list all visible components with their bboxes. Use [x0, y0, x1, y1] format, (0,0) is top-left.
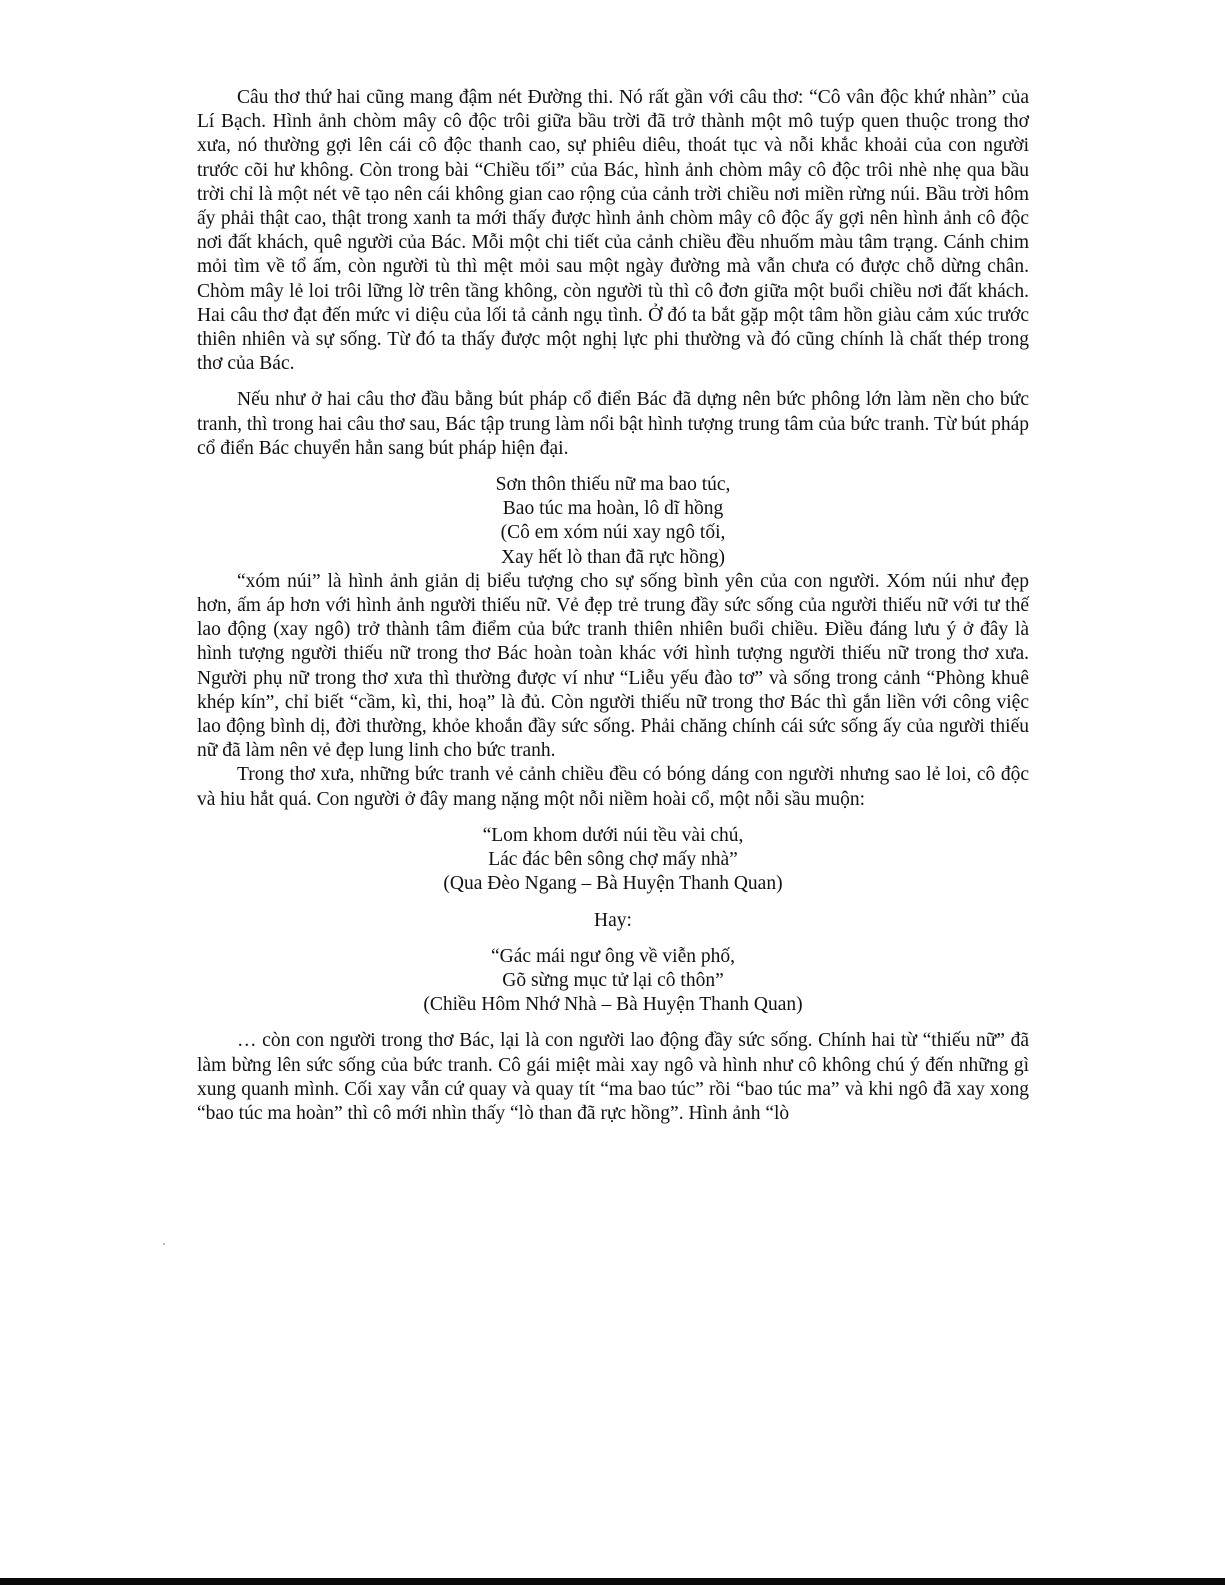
poem-line: Lác đác bên sông chợ mấy nhà”	[488, 849, 738, 871]
poem-son-thon	[197, 473, 1029, 570]
poem-line: Gõ sừng mục tử lại cô thôn”	[502, 969, 724, 991]
poem-source: (Qua Đèo Ngang – Bà Huyện Thanh Quan)	[443, 873, 783, 895]
poem-line: “Gác mái ngư ông về viễn phố,	[491, 945, 735, 967]
paragraph-style-transition: Nếu như ở hai câu thơ đầu bằng bút pháp cổ điển Bác đã dựng nên bức phông lớn làm nền cho bức tranh, thì trong hai câu thơ sau, Bác tập trung làm nổi bật hình tượng trung tâm của bức tranh. Từ bút pháp cổ điển Bác chuyển hẳn sang bút pháp hiện đại.	[197, 389, 1029, 459]
paragraph-uncle-ho-worker: … còn con người trong thơ Bác, lại là con người lao động đầy sức sống. Chính hai từ “thiếu nữ” đã làm bừng lên sức sống của bức tranh. Cô gái miệt mài xay ngô và hình như cô không chú ý đến những gì xung quanh mình. Cối xay vẫn cứ quay và quay tít “ma bao túc” rồi “bao túc ma” và khi ngô đã xay xong “bao túc ma hoàn” thì cô mới nhìn thấy “lò than đã rực hồng”. Hình ảnh “lò	[197, 1030, 1029, 1124]
poem-line: Sơn thôn thiếu nữ ma bao túc,	[495, 474, 731, 496]
paragraph-mountain-village: “xóm núi” là hình ảnh giản dị biểu tượng cho sự sống bình yên của con người. Xóm núi như đẹp hơn, ấm áp hơn với hình ảnh người thiếu nữ. Vẻ đẹp trẻ trung đầy sức sống của người thiếu nữ với tư thế lao động (xay ngô) trở thành tâm điểm của bức tranh thiên nhiên buổi chiều. Điều đáng lưu ý ở đây là hình tượng người thiếu nữ trong thơ Bác hoàn toàn khác với hình tượng người thiếu nữ trong thơ xưa. Người phụ nữ trong thơ xưa thì thường được ví như “Liễu yếu đào tơ” và sống trong cảnh “Phòng khuê khép kín”, chỉ biết “cầm, kì, thi, hoạ” là đủ. Còn người thiếu nữ trong thơ Bác thì gắn liền với công việc lao động bình dị, đời thường, khỏe khoắn đầy sức sống. Phải chăng chính cái sức sống ấy của người thiếu nữ đã làm nên vẻ đẹp lung linh cho bức tranh.	[197, 570, 1029, 762]
scan-speck	[163, 1243, 165, 1245]
poem-translation-line: Xay hết lò than đã rực hồng)	[501, 546, 725, 568]
connector-hay	[197, 909, 1029, 933]
paragraph-old-poetry: Trong thơ xưa, những bức tranh vẻ cảnh chiều đều có bóng dáng con người nhưng sao lẻ loi, cô độc và hiu hắt quá. Con người ở đây mang nặng một nỗi niềm hoài cổ, một nỗi sầu muộn:	[197, 764, 1029, 810]
poem-source: (Chiều Hôm Nhớ Nhà – Bà Huyện Thanh Quan)	[423, 994, 803, 1016]
scan-bottom-edge	[0, 1578, 1225, 1585]
paragraph-cloud-analysis: Câu thơ thứ hai cũng mang đậm nét Đường thi. Nó rất gần với câu thơ: “Cô vân độc khứ nhàn” của Lí Bạch. Hình ảnh chòm mây cô độc trôi giữa bầu trời đã trở thành một mô tuýp quen thuộc trong thơ xưa, nó thường gợi lên cái cô độc thanh cao, sự phiêu diêu, thoát tục và nỗi khắc khoải của con người trước cõi hư không. Còn trong bài “Chiều tối” của Bác, hình ảnh chòm mây cô độc trôi nhè nhẹ qua bầu trời chỉ là một nét vẽ tạo nên cái không gian cao rộng của cảnh trời chiều nơi miền rừng núi. Bầu trời hôm ấy phải thật cao, thật trong xanh ta mới thấy được hình ảnh chòm mây cô độc ấy gợi nên hình ảnh cô độc nơi đất khách, quê người của Bác. Mỗi một chi tiết của cảnh chiều đều nhuốm màu tâm trạng. Cánh chim mỏi tìm về tổ ấm, còn người tù thì mệt mỏi sau một ngày đường mà vẫn chưa có được chỗ dừng chân. Chòm mây lẻ loi trôi lững lờ trên tầng không, còn người tù thì cô đơn giữa một buổi chiều nơi đất khách. Hai câu thơ đạt đến mức vi diệu của lối tả cảnh ngụ tình. Ở đó ta bắt gặp một tâm hồn giàu cảm xúc trước thiên nhiên và sự sống. Từ đó ta thấy được một nghị lực phi thường và đó cũng chính là chất thép trong thơ của Bác.	[197, 87, 1029, 375]
poem-translation-line: (Cô em xóm núi xay ngô tối,	[500, 522, 726, 544]
paragraph-spacer	[197, 376, 1029, 388]
poem-qua-deo-ngang	[197, 824, 1029, 897]
poem-chieu-hom-nho-nha	[197, 945, 1029, 1018]
document-body	[197, 86, 1029, 1126]
poem-line: Bao túc ma hoàn, lô dĩ hồng	[502, 498, 724, 520]
poem-line: “Lom khom dưới núi tều vài chú,	[482, 824, 744, 846]
connector-text: Hay:	[594, 909, 632, 931]
